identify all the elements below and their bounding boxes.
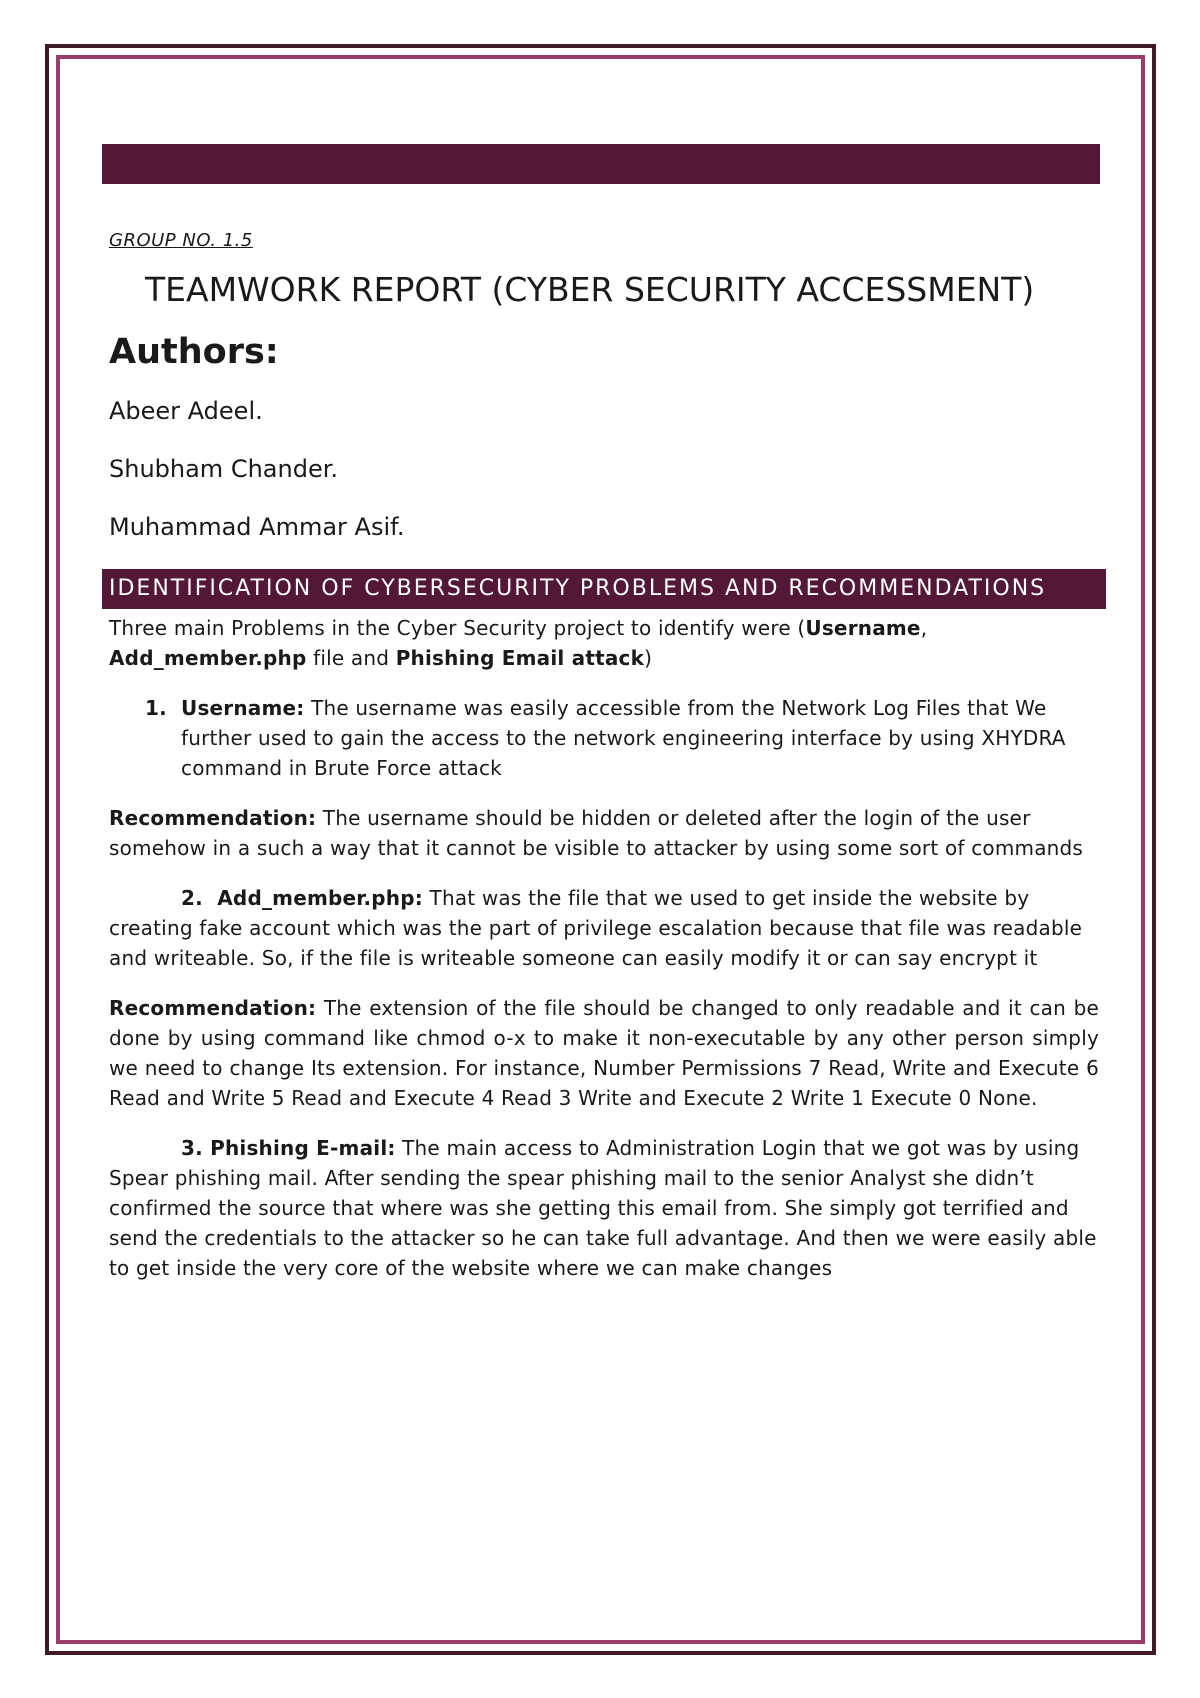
intro-paragraph: Three main Problems in the Cyber Security project to identify were (Username, Add_member.php file and Phishing Email attack) [109,616,928,670]
recommendation-add-member: Recommendation: The extension of the file should be changed to only readable and it can be done by using command like chmod o-x to make it non-executable by any other person simply we need to change Its extension. For instance, Number Permissions 7 Read, Write and Execute 6 Read and Write 5 Read and Execute 4 Read 3 Write and Execute 2 Write 1 Execute 0 None. [109,996,1099,1110]
problem-item-add-member: 2. Add_member.php: That was the file that we used to get inside the website by creating fake account which was the part of privilege escalation because that file was readable and writeable. So, if the file is writeable someone can easily modify it or can say encrypt it [109,886,1083,970]
author-name: Abeer Adeel. [109,397,263,425]
report-title: TEAMWORK REPORT (CYBER SECURITY ACCESSMENT) [145,270,1035,309]
recommendation-username: Recommendation: The username should be hidden or deleted after the login of the user somehow in a such a way that it cannot be visible to attacker by using some sort of commands [109,806,1084,860]
problem-item-username: 1. Username: The username was easily accessible from the Network Log Files that We further used to gain the access to the network engineering interface by using XHYDRA command in Brute Force attack [145,696,1066,780]
authors-heading: Authors: [109,332,279,372]
section-heading: IDENTIFICATION OF CYBERSECURITY PROBLEMS AND RECOMMENDATIONS [102,569,1106,609]
group-number: GROUP NO. 1.5 [109,230,253,251]
problem-item-phishing: 3. Phishing E-mail: The main access to Administration Login that we got was by using Spear phishing mail. After sending the spear phishing mail to the senior Analyst she didn’t confirmed the source that where was she getting this email from. She simply got terrified and send the credentials to the attacker so he can take full advantage. And then we were easily able to get inside the very core of the website where we can make changes [109,1136,1097,1280]
author-name: Muhammad Ammar Asif. [109,513,405,541]
document-body [109,230,1099,1303]
header-bar [102,144,1100,184]
author-name: Shubham Chander. [109,455,338,483]
